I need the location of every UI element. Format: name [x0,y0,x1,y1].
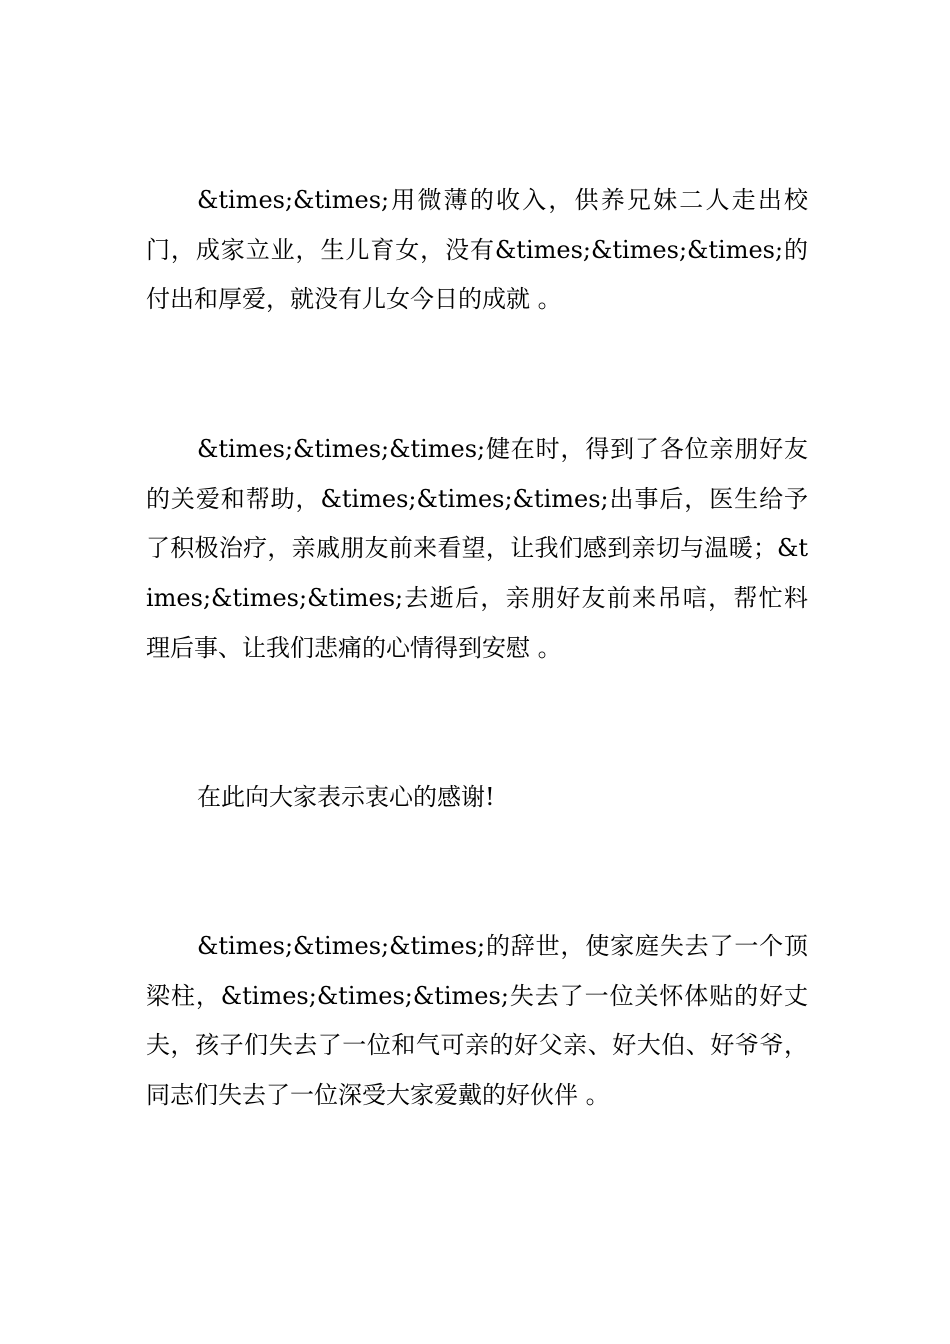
paragraph-thanks-friends: &times;&times;&times;健在时，得到了各位亲朋好友的关爱和帮助，&times;&times;&times;出事后，医生给予了积极治疗，亲戚朋友前来看望，让我们感到亲切与温暖；&times;&times;&times;去逝后，亲朋好友前来吊唁，帮忙料理后事、让我们悲痛的心情得到安慰 。 [146,435,808,662]
paragraph-gratitude: 在此向大家表示衷心的感谢! [197,783,495,811]
paragraph-income-support: &times;&times;用微薄的收入，供养兄妹二人走出校门，成家立业，生儿育女，没有&times;&times;&times;的付出和厚爱，就没有儿女今日的成就 。 [146,186,808,314]
paragraph-loss: &times;&times;&times;的辞世，使家庭失去了一个顶梁柱，&times;&times;&times;失去了一位关怀体贴的好丈夫，孩子们失去了一位和气可亲的好父亲、好大伯、好爷爷，同志们失去了一位深受大家爱戴的好伙伴 。 [146,932,808,1110]
